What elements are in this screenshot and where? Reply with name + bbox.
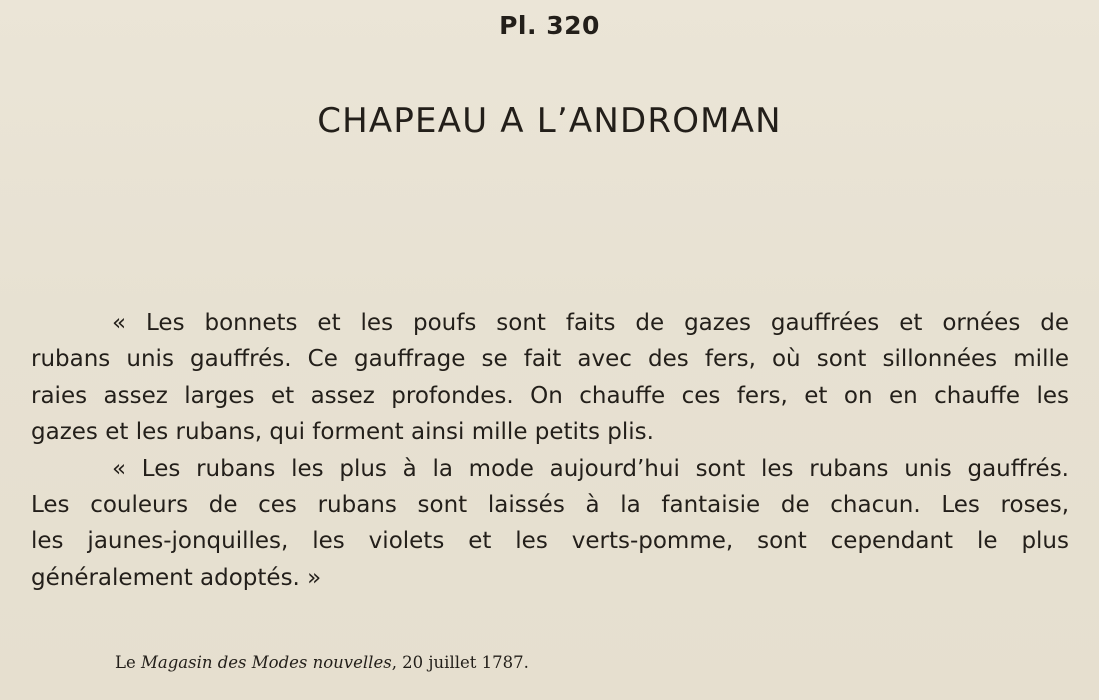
text-line: rubans unis gauffrés. Ce gauffrage se fait avec des fers, où sont sillonnées mille: [31, 346, 1069, 373]
source-prefix: Le: [115, 653, 141, 672]
source-citation: [115, 651, 815, 675]
text-line: « Les bonnets et les poufs sont faits de gazes gauffrées et ornées de: [112, 310, 1069, 336]
paragraph: [31, 305, 1069, 451]
text-line: raies assez larges et assez profondes. On chauffe ces fers, et on en chauffe les: [31, 382, 1069, 409]
text-line: Les couleurs de ces rubans sont laissés à la fantaisie de chacun. Les roses,: [31, 492, 1069, 519]
source-title: Magasin des Modes nouvelles: [140, 653, 392, 672]
page-title: CHAPEAU A L’ANDROMAN: [317, 101, 782, 141]
text-line: gazes et les rubans, qui forment ainsi mille petits plis.: [31, 419, 654, 446]
quoted-text: [31, 305, 1069, 596]
text-line: généralement adoptés. »: [31, 564, 322, 591]
text-line: les jaunes-jonquilles, les violets et les verts-pomme, sont cependant le plus: [31, 528, 1069, 555]
source-suffix: , 20 juillet 1787.: [391, 653, 529, 672]
plate-number: Pl. 320: [499, 11, 600, 40]
paragraph: [31, 451, 1069, 597]
text-line: « Les rubans les plus à la mode aujourd’hui sont les rubans unis gauffrés.: [112, 455, 1069, 482]
